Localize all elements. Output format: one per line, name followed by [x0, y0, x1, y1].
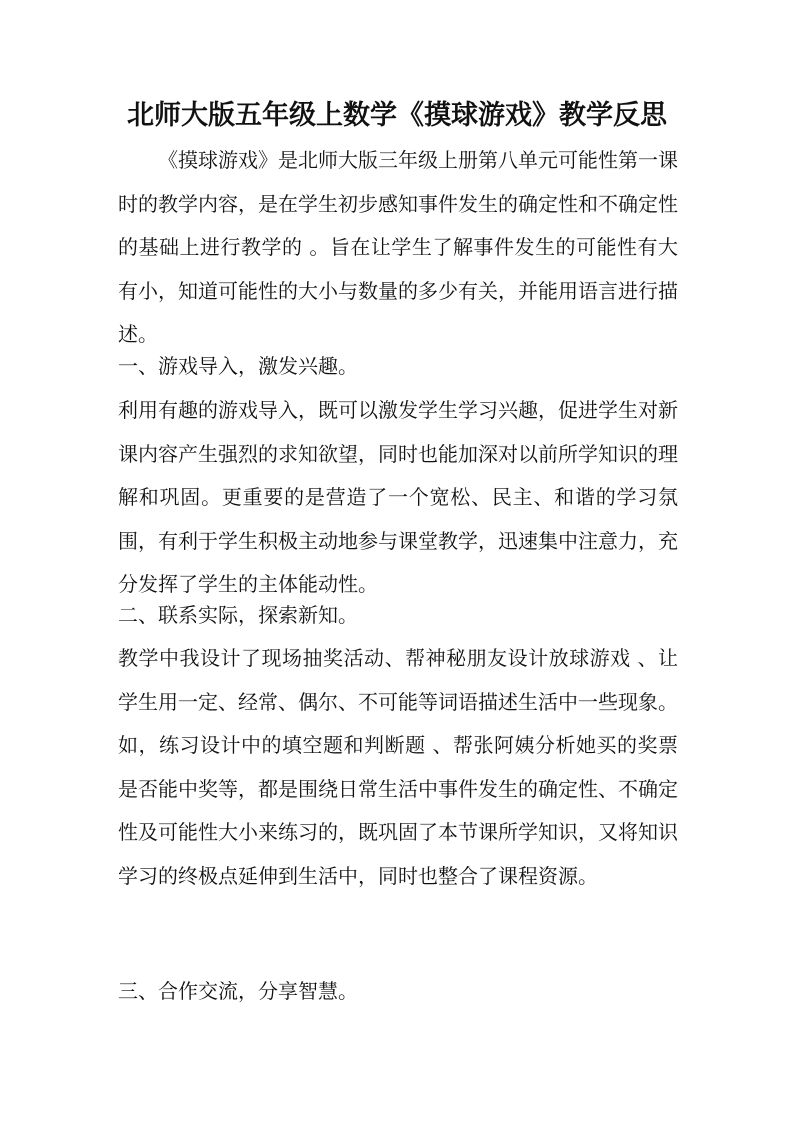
section-paragraph-2: 教学中我设计了现场抽奖活动、帮神秘朋友设计放球游戏 、让学生用一定、经常、偶尔、不可能等词语描述生活中一些现象。如，练习设计中的填空题和判断题 、帮张阿姨分析她买的奖票是否能中奖等，都是围绕日常生活中事件发生的确定性、不确定性及可能性大小来练习的，既巩固了本节课所学知识，又将知识学习的终极点延伸到生活中，同时也整合了课程资源。: [118, 646, 678, 888]
intro-paragraph: 《摸球游戏》是北师大版三年级上册第八单元可能性第一课时的教学内容，是在学生初步感知事件发生的确定性和不确定性的基础上进行教学的 。旨在让学生了解事件发生的可能性有大有小，知道可能性的大小与数量的多少有关，并能用语言进行描述。: [118, 148, 678, 346]
section-heading-2: 二、联系实际，探索新知。: [118, 603, 358, 627]
section-heading-3: 三、合作交流，分享智慧。: [118, 979, 358, 1003]
document-title: 北师大版五年级上数学《摸球游戏》教学反思: [127, 100, 667, 131]
section-paragraph-1: 利用有趣的游戏导入，既可以激发学生学习兴趣，促进学生对新课内容产生强烈的求知欲望，同时也能加深对以前所学知识的理解和巩固。更重要的是营造了一个宽松、民主、和谐的学习氛围，有利于学生积极主动地参与课堂教学，迅速集中注意力，充分发挥了学生的主体能动性。: [118, 398, 678, 596]
section-heading-1: 一、游戏导入，激发兴趣。: [118, 354, 358, 378]
